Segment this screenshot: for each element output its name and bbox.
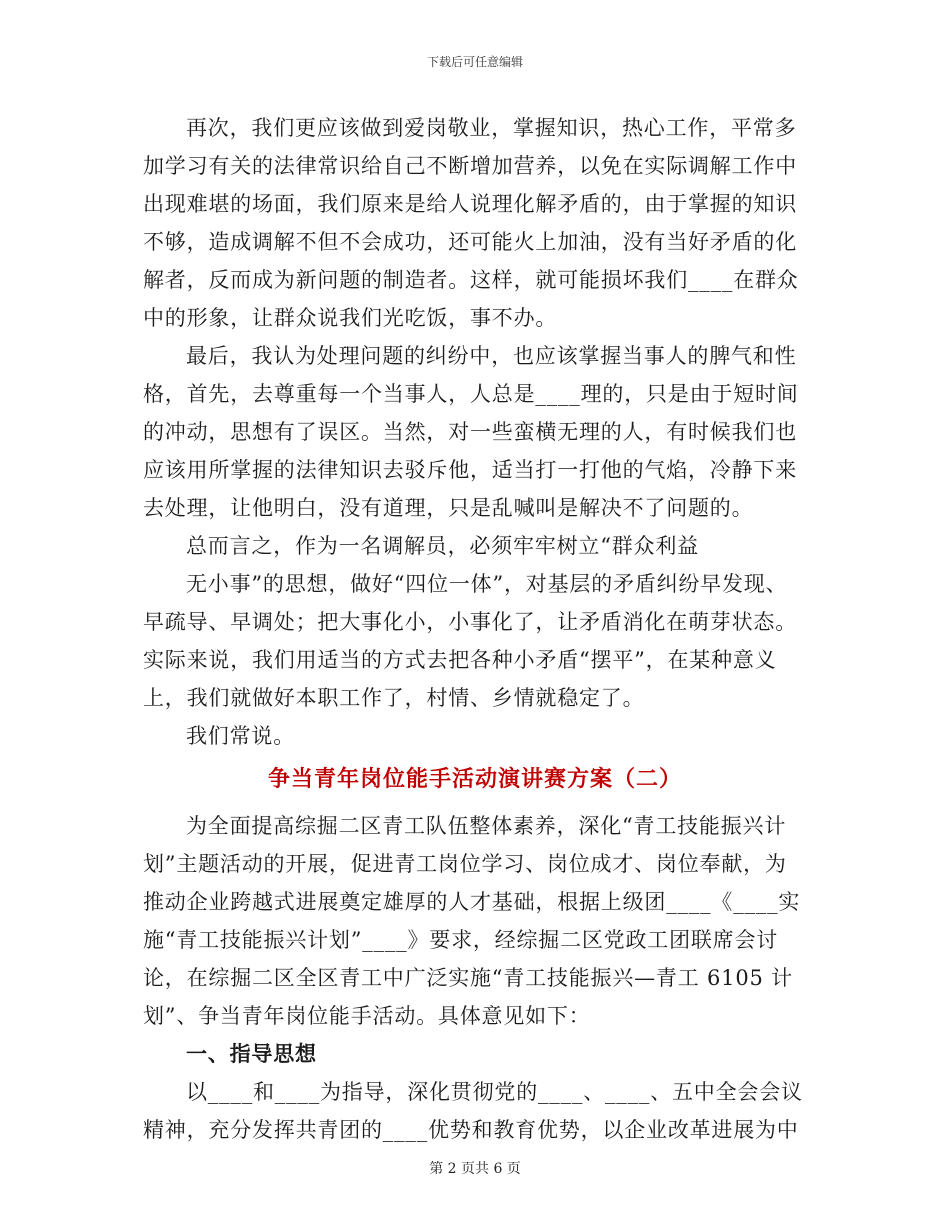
- paragraph-line: 应该用所掌握的法律知识去驳斥他，适当打一打他的气焰，冷静下来: [143, 458, 797, 482]
- paragraph-line: 施“青工技能振兴计划”____》要求，经综掘二区党政工团联席会讨: [143, 928, 779, 952]
- paragraph-line: 格，首先，去尊重每一个当事人，人总是____理的，只是由于短时间: [143, 382, 799, 406]
- paragraph-line: 的冲动，思想有了误区。当然，对一些蛮横无理的人，有时候我们也: [143, 420, 797, 444]
- paragraph-line: 我们常说。: [186, 724, 295, 748]
- page-header: 下载后可任意编辑: [426, 55, 523, 69]
- paragraph-line: 加学习有关的法律常识给自己不断增加营养，以免在实际调解工作中: [143, 154, 797, 178]
- section-title: 争当青年岗位能手活动演讲赛方案（二）: [267, 766, 682, 792]
- paragraph-line: 以____和____为指导，深化贯彻党的____、____、五中全会会议: [186, 1080, 803, 1104]
- paragraph-line: 划”、争当青年岗位能手活动。具体意见如下：: [143, 1004, 591, 1028]
- page-footer: 第 2 页共 6 页: [429, 1161, 521, 1177]
- paragraph-line: 推动企业跨越式进展奠定雄厚的人才基础，根据上级团____《____实: [143, 890, 801, 914]
- paragraph-line: 最后，我认为处理问题的纠纷中，也应该掌握当事人的脾气和性: [186, 344, 797, 368]
- paragraph-line: 不够，造成调解不但不会成功，还可能火上加油，没有当好矛盾的化: [143, 230, 797, 254]
- paragraph-line: 去处理，让他明白，没有道理，只是乱喊叫是解决不了问题的。: [143, 496, 754, 520]
- paragraph-line: 为全面提高综掘二区青工队伍整体素养，深化“青工技能振兴计: [186, 814, 787, 838]
- paragraph-line: 早疏导、早调处；把大事化小，小事化了，让矛盾消化在萌芽状态。: [143, 610, 797, 634]
- paragraph-line: 论，在综掘二区全区青工中广泛实施“青工技能振兴—青工 6105 计: [143, 966, 793, 990]
- paragraph-line: 再次，我们更应该做到爱岗敬业，掌握知识，热心工作，平常多: [186, 116, 797, 140]
- paragraph-line: 无小事”的思想，做好“四位一体”，对基层的矛盾纠纷早发现、: [186, 572, 788, 596]
- paragraph-line: 总而言之，作为一名调解员，必须牢牢树立“群众利益: [186, 534, 699, 558]
- paragraph-line: 解者，反而成为新问题的制造者。这样，就可能损坏我们____在群众: [143, 268, 799, 292]
- paragraph-line: 中的形象，让群众说我们光吃饭，事不办。: [143, 306, 558, 330]
- paragraph-line: 精神，充分发挥共青团的____优势和教育优势，以企业改革进展为中: [143, 1118, 799, 1142]
- paragraph-line: 上，我们就做好本职工作了，村情、乡情就稳定了。: [143, 686, 645, 710]
- section-heading: 一、指导思想: [186, 1041, 317, 1066]
- paragraph-line: 划”主题活动的开展，促进青工岗位学习、岗位成才、岗位奉献，为: [143, 852, 787, 876]
- paragraph-line: 出现难堪的场面，我们原来是给人说理化解矛盾的，由于掌握的知识: [143, 192, 797, 216]
- paragraph-line: 实际来说，我们用适当的方式去把各种小矛盾“摆平”，在某种意义: [143, 648, 777, 672]
